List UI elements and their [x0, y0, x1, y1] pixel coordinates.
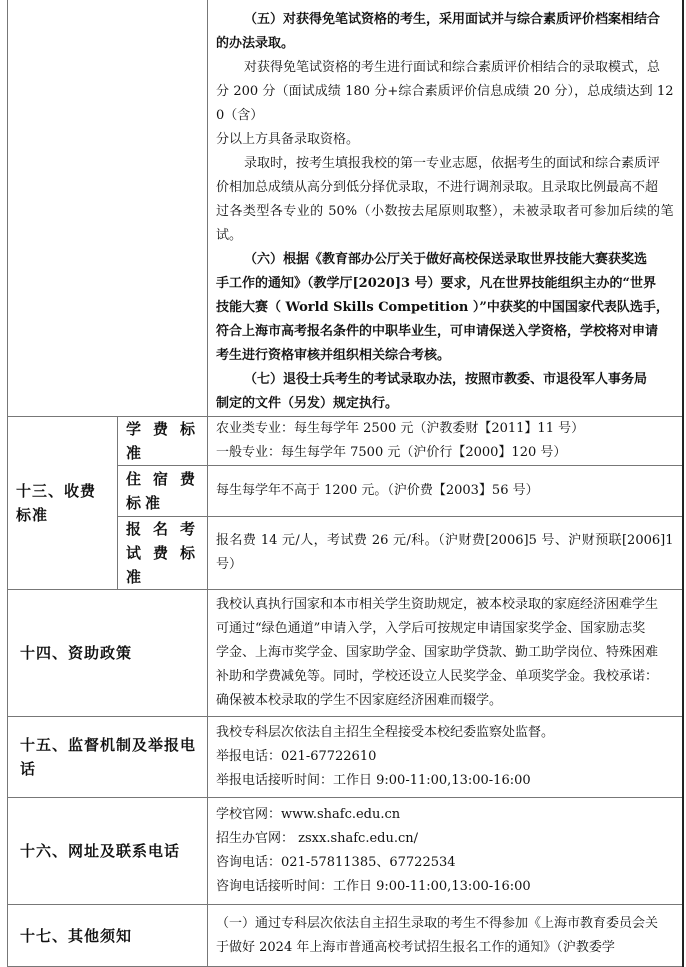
p6-line: 符合上海市高考报名条件的中职毕业生，可申请保送入学资格，学校将对申请 — [216, 324, 659, 339]
tuition-line: 一般专业：每生每学年 7500 元（沪价行【2000】120 号） — [216, 445, 567, 460]
other-cell — [208, 905, 683, 967]
p5-body-line: 分以上方具备录取资格。 — [216, 132, 360, 147]
other-heading-cell — [8, 905, 208, 967]
report-hours: 举报电话接听时间：工作日 9:00-11:00,13:00-16:00 — [216, 773, 531, 788]
p5-body-line: 录取时，按考生填报我校的第一专业志愿，依据考生的面试和综合素质评 — [244, 156, 661, 171]
p7-line: （七）退役士兵考生的考试录取办法，按照市教委、市退役军人事务局 — [244, 372, 648, 387]
p5-line: 的办法录取。 — [216, 36, 295, 51]
exam-cell — [208, 517, 683, 590]
inquiry-phone: 咨询电话：021-57811385、67722534 — [216, 855, 456, 870]
p6-line: 考生进行资格审核并组织相关综合考核。 — [216, 348, 451, 363]
other-row — [8, 905, 683, 967]
p5-body-line: 分 200 分（面试成绩 180 分+综合素质评价信息成绩 20 分），总成绩达到 120（含） — [216, 84, 674, 123]
aid-line: 学金、上海市奖学金、国家助学金、国家助学贷款、勤工助学岗位、特殊困难 — [216, 645, 659, 660]
report-phone: 举报电话：021-67722610 — [216, 749, 377, 764]
p6-line: 技能大赛（ World Skills Competition ）”中获奖的中国国家代表队选手， — [216, 300, 669, 315]
exam-label-cell — [118, 517, 208, 590]
p5-body-line: 过各类型各专业的 50%（小数按去尾原则取整），未被录取者可参加后续的笔试。 — [216, 204, 674, 243]
supervision-heading: 十五、监督机制及举报电话 — [20, 736, 197, 778]
aid-line: 可通过“绿色通道”申请入学，入学后可按规定申请国家奖学金、国家励志奖 — [216, 621, 646, 636]
aid-line: 补助和学费减免等。同时，学校还设立人民奖学金、单项奖学金。我校承诺： — [216, 669, 659, 684]
contact-row — [8, 798, 683, 905]
p5-body-line: 对获得免笔试资格的考生进行面试和综合素质评价相结合的录取模式，总 — [244, 60, 661, 75]
other-heading: 十七、其他须知 — [20, 926, 133, 945]
aid-heading-cell — [8, 590, 208, 717]
supervision-cell — [208, 717, 683, 798]
school-website-link[interactable]: 学校官网：www.shafc.edu.cn — [216, 807, 401, 822]
p5-line: （五）对获得免笔试资格的考生，采用面试并与综合素质评价档案相结合 — [244, 12, 661, 27]
inquiry-hours: 咨询电话接听时间：工作日 9:00-11:00,13:00-16:00 — [216, 879, 531, 894]
tuition-row — [8, 417, 683, 466]
admission-methods-cell — [208, 0, 683, 417]
supervision-row — [8, 717, 683, 798]
admissions-website-link[interactable]: 招生办官网： zsxx.shafc.edu.cn/ — [216, 831, 419, 846]
dorm-cell — [208, 466, 683, 517]
aid-line: 确保被本校录取的学生不因家庭经济困难而辍学。 — [216, 693, 503, 708]
p7-line: 制定的文件（另发）规定执行。 — [216, 396, 399, 411]
aid-heading: 十四、资助政策 — [20, 644, 133, 662]
p6-line: 手工作的通知》（教学厅[2020]3 号）要求，凡在世界技能组织主办的“世界 — [216, 276, 657, 291]
fees-heading-cell — [8, 417, 118, 590]
tuition-line: 农业类专业：每生每学年 2500 元（沪教委财【2011】11 号） — [216, 421, 585, 436]
dorm-fee: 每生每学年不高于 1200 元。（沪价费【2003】56 号） — [216, 483, 539, 498]
aid-cell — [208, 590, 683, 717]
contact-cell — [208, 798, 683, 905]
aid-row — [8, 590, 683, 717]
p5-body-line: 价相加总成绩从高分到低分择优录取，不进行调剂录取。且录取比例最高不超 — [216, 180, 659, 195]
other-line: 于做好 2024 年上海市普通高校考试招生报名工作的通知》（沪教委学 — [216, 939, 615, 955]
empty-label-cell — [8, 0, 208, 417]
admissions-table — [7, 0, 684, 967]
supervision-line: 我校专科层次依法自主招生全程接受本校纪委监察处监督。 — [216, 725, 555, 740]
aid-line: 我校认真执行国家和本市相关学生资助规定，被本校录取的家庭经济困难学生 — [216, 597, 659, 612]
exam-label: 报名考试费标准 — [126, 520, 199, 586]
tuition-label-cell — [118, 417, 208, 466]
exam-fee: 报名费 14 元/人，考试费 26 元/科。（沪财费[2006]5 号、沪财预联[2006]1 号） — [216, 533, 674, 572]
fees-heading: 十三、收费标准 — [16, 482, 97, 524]
contact-heading: 十六、网址及联系电话 — [20, 842, 181, 860]
admission-row — [8, 0, 683, 417]
dorm-label: 住宿费标准 — [126, 470, 199, 512]
dorm-label-cell — [118, 466, 208, 517]
supervision-heading-cell — [8, 717, 208, 798]
tuition-label: 学费标准 — [126, 420, 199, 462]
other-line: （一）通过专科层次依法自主招生录取的考生不得参加《上海市教育委员会关 — [216, 915, 659, 931]
p6-line: （六）根据《教育部办公厅关于做好高校保送录取世界技能大赛获奖选 — [244, 252, 648, 267]
contact-heading-cell — [8, 798, 208, 905]
tuition-cell — [208, 417, 683, 466]
